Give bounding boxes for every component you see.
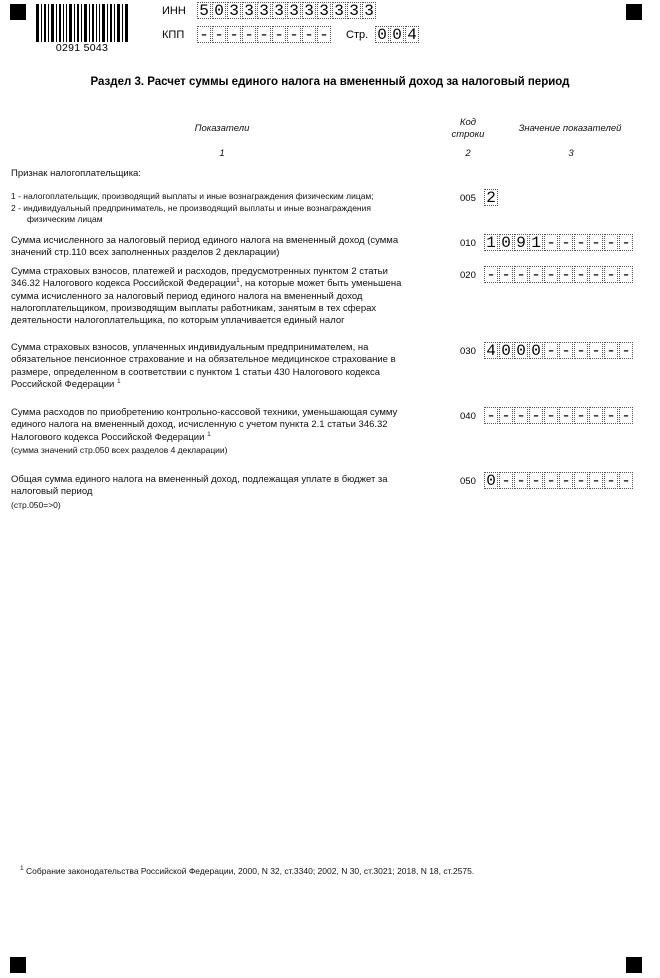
kpp-digit-cell[interactable]: - — [197, 26, 211, 43]
row-value-digit-cell[interactable]: - — [484, 407, 498, 424]
row-020-text — [11, 266, 401, 327]
kpp-digit-cell[interactable]: - — [302, 26, 316, 43]
inn-digit-cell[interactable]: 3 — [287, 2, 301, 19]
kpp-digit-cell[interactable]: - — [272, 26, 286, 43]
inn-field[interactable] — [197, 2, 377, 19]
row-040-line — [11, 432, 397, 444]
kpp-digit-cell[interactable]: - — [227, 26, 241, 43]
footnote — [20, 866, 474, 876]
row-value-digit-cell[interactable]: - — [544, 234, 558, 251]
kpp-digit-cell[interactable]: - — [317, 26, 331, 43]
sign-title: Признак налогоплательщика: — [11, 168, 141, 179]
page-digit-cell[interactable]: 0 — [390, 26, 404, 43]
row-030-line-part: Российской Федерации — [11, 378, 115, 390]
inn-digit-cell[interactable]: 3 — [272, 2, 286, 19]
row-value-digit-cell[interactable]: - — [529, 266, 543, 283]
inn-digit-cell[interactable]: 3 — [302, 2, 316, 19]
row-value-digit-cell[interactable]: - — [559, 234, 573, 251]
row-value-digit-cell[interactable]: - — [604, 342, 618, 359]
footnote-mark: 1 — [20, 865, 24, 873]
row-value-digit-cell[interactable]: - — [574, 407, 588, 424]
row-value-digit-cell[interactable]: - — [514, 407, 528, 424]
column-number-1: 1 — [219, 148, 225, 159]
row-040-line: (сумма значений стр.050 всех разделов 4 декларации) — [11, 444, 228, 455]
row-005-text — [11, 168, 141, 180]
kpp-field[interactable] — [197, 26, 332, 43]
row-010-value[interactable] — [484, 234, 634, 251]
row-020-line: Сумма страховых взносов, платежей и расходов, предусмотренных пунктом 2 статьи — [11, 266, 388, 277]
row-value-digit-cell[interactable]: 4 — [484, 342, 498, 359]
kpp-digit-cell[interactable]: - — [242, 26, 256, 43]
inn-digit-cell[interactable]: 3 — [242, 2, 256, 19]
row-value-digit-cell[interactable]: - — [619, 407, 633, 424]
row-005-options — [11, 191, 374, 226]
row-value-digit-cell[interactable]: 0 — [499, 234, 513, 251]
inn-label: ИНН — [162, 5, 186, 17]
row-value-digit-cell[interactable]: 0 — [484, 472, 498, 489]
row-value-digit-cell[interactable]: - — [544, 407, 558, 424]
row-020-line-part: 346.32 Налогового кодекса Российской Федерации — [11, 278, 237, 290]
column-header-code-line2: строки — [451, 129, 485, 140]
barcode-number: 0291 5043 — [36, 42, 128, 54]
row-value-digit-cell[interactable]: - — [499, 266, 513, 283]
row-value-digit-cell[interactable]: - — [499, 407, 513, 424]
kpp-digit-cell[interactable]: - — [212, 26, 226, 43]
row-040-value[interactable] — [484, 407, 634, 424]
row-020-line — [11, 278, 401, 290]
row-value-digit-cell[interactable]: - — [529, 407, 543, 424]
row-010-code: 010 — [460, 238, 476, 249]
row-value-digit-cell[interactable]: - — [604, 234, 618, 251]
row-value-digit-cell[interactable]: - — [589, 472, 603, 489]
row-010-line: Сумма исчисленного за налоговый период единого налога на вмененный доход (сумма — [11, 235, 399, 246]
page-digit-cell[interactable]: 4 — [405, 26, 419, 43]
column-header-indicators: Показатели — [194, 123, 250, 134]
row-value-digit-cell[interactable]: - — [559, 472, 573, 489]
row-010-line: значений стр.110 всех заполненных разделов 2 декларации) — [11, 247, 280, 259]
inn-digit-cell[interactable]: 5 — [197, 2, 211, 19]
row-030-line: размере, определенном в соответствии с пунктом 1 статьи 430 Налогового кодекса — [11, 366, 381, 378]
row-value-digit-cell[interactable]: - — [589, 342, 603, 359]
corner-marker-top-right — [626, 4, 642, 20]
row-050-line: Общая сумма единого налога на вмененный доход, подлежащая уплате в бюджет за — [11, 474, 388, 485]
row-050-code: 050 — [460, 476, 476, 487]
row-value-digit-cell[interactable]: - — [604, 266, 618, 283]
column-header-code-line1: Код — [459, 117, 477, 128]
page-label: Стр. — [346, 29, 369, 41]
sign-option-2-cont: физическим лицам — [27, 214, 103, 224]
row-value-digit-cell[interactable]: - — [559, 266, 573, 283]
row-value-digit-cell[interactable]: - — [484, 266, 498, 283]
barcode — [36, 4, 128, 54]
row-value-digit-cell[interactable]: - — [589, 407, 603, 424]
sign-option-1: 1 - налогоплательщик, производящий выплаты и иные вознаграждения физическим лицам; — [11, 191, 374, 201]
row-020-line: налогоплательщиком, производящим выплаты работникам, занятым в тех сферах — [11, 302, 377, 314]
row-030-line: обязательное пенсионное страхование и на обязательное медицинское страхование в — [11, 354, 396, 366]
row-020-code: 020 — [460, 270, 476, 281]
row-value-digit-cell[interactable]: - — [574, 472, 588, 489]
row-value-digit-cell[interactable]: - — [574, 342, 588, 359]
kpp-digit-cell[interactable]: - — [287, 26, 301, 43]
footnote-ref: 1 — [207, 430, 211, 438]
inn-digit-cell[interactable]: 3 — [227, 2, 241, 19]
inn-digit-cell[interactable]: 3 — [317, 2, 331, 19]
page-digit-cell[interactable]: 0 — [375, 26, 389, 43]
row-value-digit-cell[interactable]: - — [574, 266, 588, 283]
row-value-digit-cell[interactable]: 1 — [529, 234, 543, 251]
row-value-digit-cell[interactable]: 1 — [484, 234, 498, 251]
row-value-digit-cell[interactable]: - — [619, 266, 633, 283]
column-number-2: 2 — [465, 148, 471, 159]
row-value-digit-cell[interactable]: 9 — [514, 234, 528, 251]
row-value-digit-cell[interactable]: - — [544, 266, 558, 283]
row-value-digit-cell[interactable]: 0 — [499, 342, 513, 359]
corner-marker-bottom-right — [626, 957, 642, 973]
row-020-value[interactable] — [484, 266, 634, 283]
kpp-digit-cell[interactable]: - — [257, 26, 271, 43]
footnote-text: Собрание законодательства Российской Федерации, 2000, N 32, ст.3340; 2002, N 30, ст.3021; 2018, N 18, ст.2575. — [26, 866, 475, 876]
inn-digit-cell[interactable]: 0 — [212, 2, 226, 19]
inn-digit-cell[interactable]: 3 — [257, 2, 271, 19]
row-value-digit-cell[interactable]: - — [514, 266, 528, 283]
row-value-digit-cell[interactable]: - — [559, 342, 573, 359]
row-030-value[interactable] — [484, 342, 634, 359]
row-value-digit-cell[interactable]: - — [619, 472, 633, 489]
row-value-digit-cell[interactable]: - — [529, 472, 543, 489]
row-040-line: единого налога на вмененный доход, исчисленную с учетом пункта 2.1 статьи 346.32 — [11, 419, 388, 431]
row-value-digit-cell[interactable]: - — [544, 342, 558, 359]
row-value-digit-cell[interactable]: - — [604, 472, 618, 489]
corner-marker-bottom-left — [10, 957, 26, 973]
row-value-digit-cell[interactable]: - — [619, 342, 633, 359]
row-050-value[interactable] — [484, 472, 634, 489]
row-value-digit-cell[interactable]: - — [574, 234, 588, 251]
row-050-line: налоговый период — [11, 486, 93, 498]
row-value-digit-cell[interactable]: - — [544, 472, 558, 489]
inn-digit-cell[interactable]: 3 — [362, 2, 376, 19]
corner-marker-top-left — [10, 4, 26, 20]
barcode-bars-icon — [36, 4, 128, 44]
row-030-code: 030 — [460, 346, 476, 357]
column-number-3: 3 — [568, 148, 574, 159]
row-030-text — [11, 342, 396, 391]
row-040-code: 040 — [460, 411, 476, 422]
row-020-line: сумма исчисленного за налоговый период единого налога на вмененный доход — [11, 290, 363, 302]
row-020-line: деятельности налогоплательщика, по которым уплачивается единый налог — [11, 315, 345, 327]
inn-digit-cell[interactable]: 3 — [332, 2, 346, 19]
column-header-value: Значение показателей — [518, 123, 622, 134]
row-030-line: Сумма страховых взносов, уплаченных индивидуальным предпринимателем, на — [11, 342, 369, 353]
row-value-digit-cell[interactable]: - — [589, 234, 603, 251]
row-030-line — [11, 379, 396, 391]
row-value-digit-cell[interactable]: - — [589, 266, 603, 283]
row-040-text — [11, 407, 397, 456]
row-040-line-part: Налогового кодекса Российской Федерации — [11, 431, 205, 443]
row-005-code: 005 — [460, 193, 476, 204]
row-010-text — [11, 235, 398, 260]
footnote-ref: 1 — [236, 277, 240, 285]
row-040-line: Сумма расходов по приобретению контрольно-кассовой техники, уменьшающая сумму — [11, 407, 398, 418]
row-050-text — [11, 474, 388, 511]
row-value-digit-cell[interactable]: 0 — [514, 342, 528, 359]
section-title: Раздел 3. Расчет суммы единого налога на вмененный доход за налоговый период — [90, 76, 570, 88]
page-number-field[interactable] — [375, 26, 420, 43]
row-value-digit-cell[interactable]: 0 — [529, 342, 543, 359]
kpp-label: КПП — [162, 29, 185, 41]
row-050-line: (стр.050=>0) — [11, 499, 61, 510]
row-020-line-part: , на которые может быть уменьшена — [239, 278, 402, 290]
row-value-digit-cell[interactable]: - — [619, 234, 633, 251]
footnote-ref: 1 — [116, 377, 121, 385]
row-value-digit-cell[interactable]: 2 — [484, 189, 498, 206]
row-005-value[interactable] — [484, 189, 499, 206]
row-value-digit-cell[interactable]: - — [559, 407, 573, 424]
row-value-digit-cell[interactable]: - — [514, 472, 528, 489]
row-value-digit-cell[interactable]: - — [604, 407, 618, 424]
inn-digit-cell[interactable]: 3 — [347, 2, 361, 19]
sign-option-2: 2 - индивидуальный предприниматель, не производящий выплаты и иные вознаграждения — [11, 202, 371, 213]
row-value-digit-cell[interactable]: - — [499, 472, 513, 489]
